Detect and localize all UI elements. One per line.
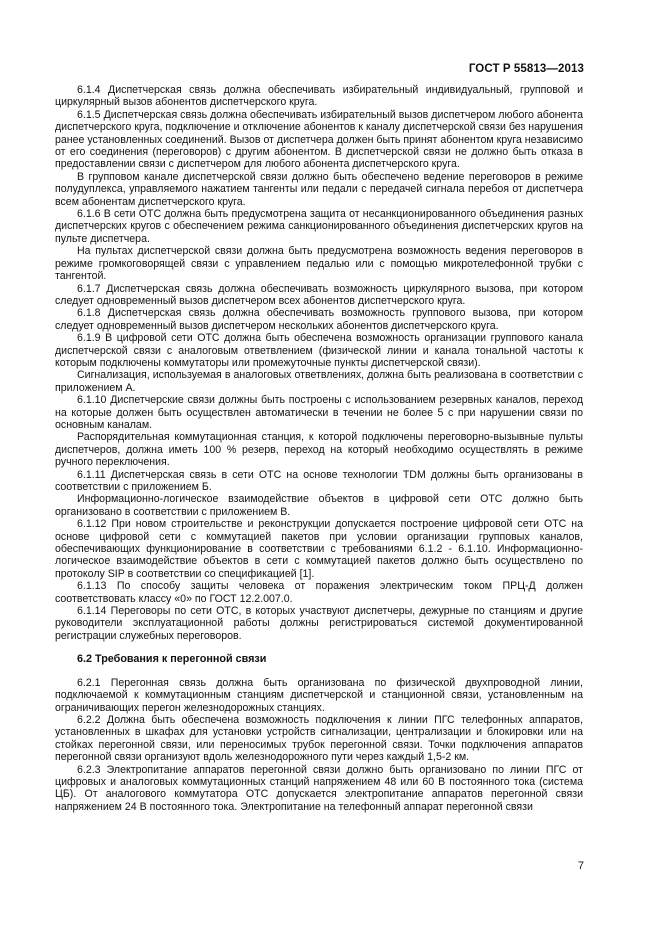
paragraph: 6.1.6 В сети ОТС должна быть предусмотрена защита от несанкционированного объединения разных диспетчерских кругов с обеспечением режима санкционированного объединения диспетчерских кругов на пульте диспетчера.	[55, 208, 583, 245]
paragraph: 6.2.3 Электропитание аппаратов перегонной связи должно быть организовано по линии ПГС от цифровых и аналоговых коммутационных станций напряжением 48 или 60 В постоянного тока (система ЦБ). От аналогового коммутатора ОТС допускается электропитание аппаратов перегонной связи напряжением 24 В постоянного тока. Электропитание на телефонный аппарат перегонной связи	[55, 763, 583, 813]
paragraph: 6.1.13 По способу защиты человека от поражения электрическим током ПРЦ-Д должен соответствовать классу «0» по ГОСТ 12.2.007.0.	[55, 580, 583, 605]
paragraph: 6.1.4 Диспетчерская связь должна обеспечивать избирательный индивидуальный, групповой и циркулярный вызов абонентов диспетчерского круга.	[55, 84, 583, 109]
paragraph: На пультах диспетчерской связи должна быть предусмотрена возможность ведения переговоров в режиме громкоговорящей связи с управлением педалью или с помощью микротелефонной трубки с тангентой.	[55, 245, 583, 283]
paragraph: 6.1.9 В цифровой сети ОТС должна быть обеспечена возможность организации группового канала диспетчерской связи с аналоговым ответвлением (физической линии и канала тональной частоты к которым подключены коммутаторы или промежуточные пункты диспетчерской связи).	[55, 332, 583, 369]
paragraph: 6.2.1 Перегонная связь должна быть организована по физической двухпроводной линии, подключаемой к коммутационным станциям диспетчерской и станционной связи, установленным на ограничивающих перегон железнодорожных станциях.	[55, 676, 583, 714]
paragraph: Сигнализация, используемая в аналоговых ответвлениях, должна быть реализована в соответствии с приложением А.	[55, 369, 583, 394]
paragraph: 6.1.10 Диспетчерские связи должны быть построены с использованием резервных каналов, переход на которые должен быть осуществлен автоматически в течении не более 5 с при нарушении связи по основным каналам.	[55, 394, 583, 431]
page-number: 7	[577, 860, 584, 872]
document-body	[55, 84, 583, 813]
paragraph: 6.1.12 При новом строительстве и реконструкции допускается построение цифровой сети ОТС на основе цифровой сети с коммутацией пакетов при условии организации групповых каналов, обеспечивающих функционирование в соответствии с требованиями 6.1.2 - 6.1.10. Информационно-логическое взаимодействие объектов в сети с коммутацией пакетов должно быть осуществлено по протоколу SIP в соответствии со спецификацией [1].	[55, 518, 583, 580]
paragraph: Информационно-логическое взаимодействие объектов в цифровой сети ОТС должно быть организовано в соответствии с приложением В.	[55, 493, 583, 518]
paragraph: 6.2.2 Должна быть обеспечена возможность подключения к линии ПГС телефонных аппаратов, установленных в шкафах для установки устройств сигнализации, централизации и блокировки или на стойках перегонной связи, или переносимых трубок перегонной связи. Точки подключения аппаратов перегонной связи организуют вдоль железнодорожного пути через каждый 1,5-2 км.	[55, 713, 583, 764]
paragraph: 6.1.8 Диспетчерская связь должна обеспечивать возможность группового вызова, при котором следует одновременный вызов диспетчером нескольких абонентов диспетчерского круга.	[55, 307, 583, 332]
document-standard-header: ГОСТ Р 55813—2013	[468, 63, 584, 75]
paragraph: 6.1.7 Диспетчерская связь должна обеспечивать возможность циркулярного вызова, при котором следует одновременный вызов диспетчером всех абонентов диспетчерского круга.	[55, 282, 583, 307]
paragraph: Распорядительная коммутационная станция, к которой подключены переговорно-вызывные пульты диспетчеров, должна иметь 100 % резерв, переход на который необходимо осуществлять в режиме ручного переключения.	[55, 431, 583, 469]
paragraph: 6.1.11 Диспетчерская связь в сети ОТС на основе технологии TDM должны быть организованы в соответствии с приложением Б.	[55, 468, 583, 493]
paragraph: 6.1.14 Переговоры по сети ОТС, в которых участвуют диспетчеры, дежурные по станциям и другие руководители эксплуатационной работы должны регистрироваться системой документированной регистрации служебных переговоров.	[55, 605, 583, 642]
paragraph: 6.1.5 Диспетчерская связь должна обеспечивать избирательный вызов диспетчером любого абонента диспетчерского круга, подключение и отключение абонентов к каналу диспетчерской связи без нарушения ранее установленных соединений. Вызов от диспетчера должен быть принят абонентом круга независимо от его соединения (переговоров) с другим абонентом. В диспетчерской связи не должно быть отказа в предоставлении связи с диспетчером для любого абонента диспетчерского круга.	[55, 108, 583, 171]
paragraph: В групповом канале диспетчерской связи должно быть обеспечено ведение переговоров в режиме полудуплекса, управляемого нажатием тангенты или педали с передачей сигнала перебоя от диспетчера всем абонентам диспетчерского круга.	[55, 170, 583, 208]
section-heading: 6.2 Требования к перегонной связи	[77, 653, 267, 666]
